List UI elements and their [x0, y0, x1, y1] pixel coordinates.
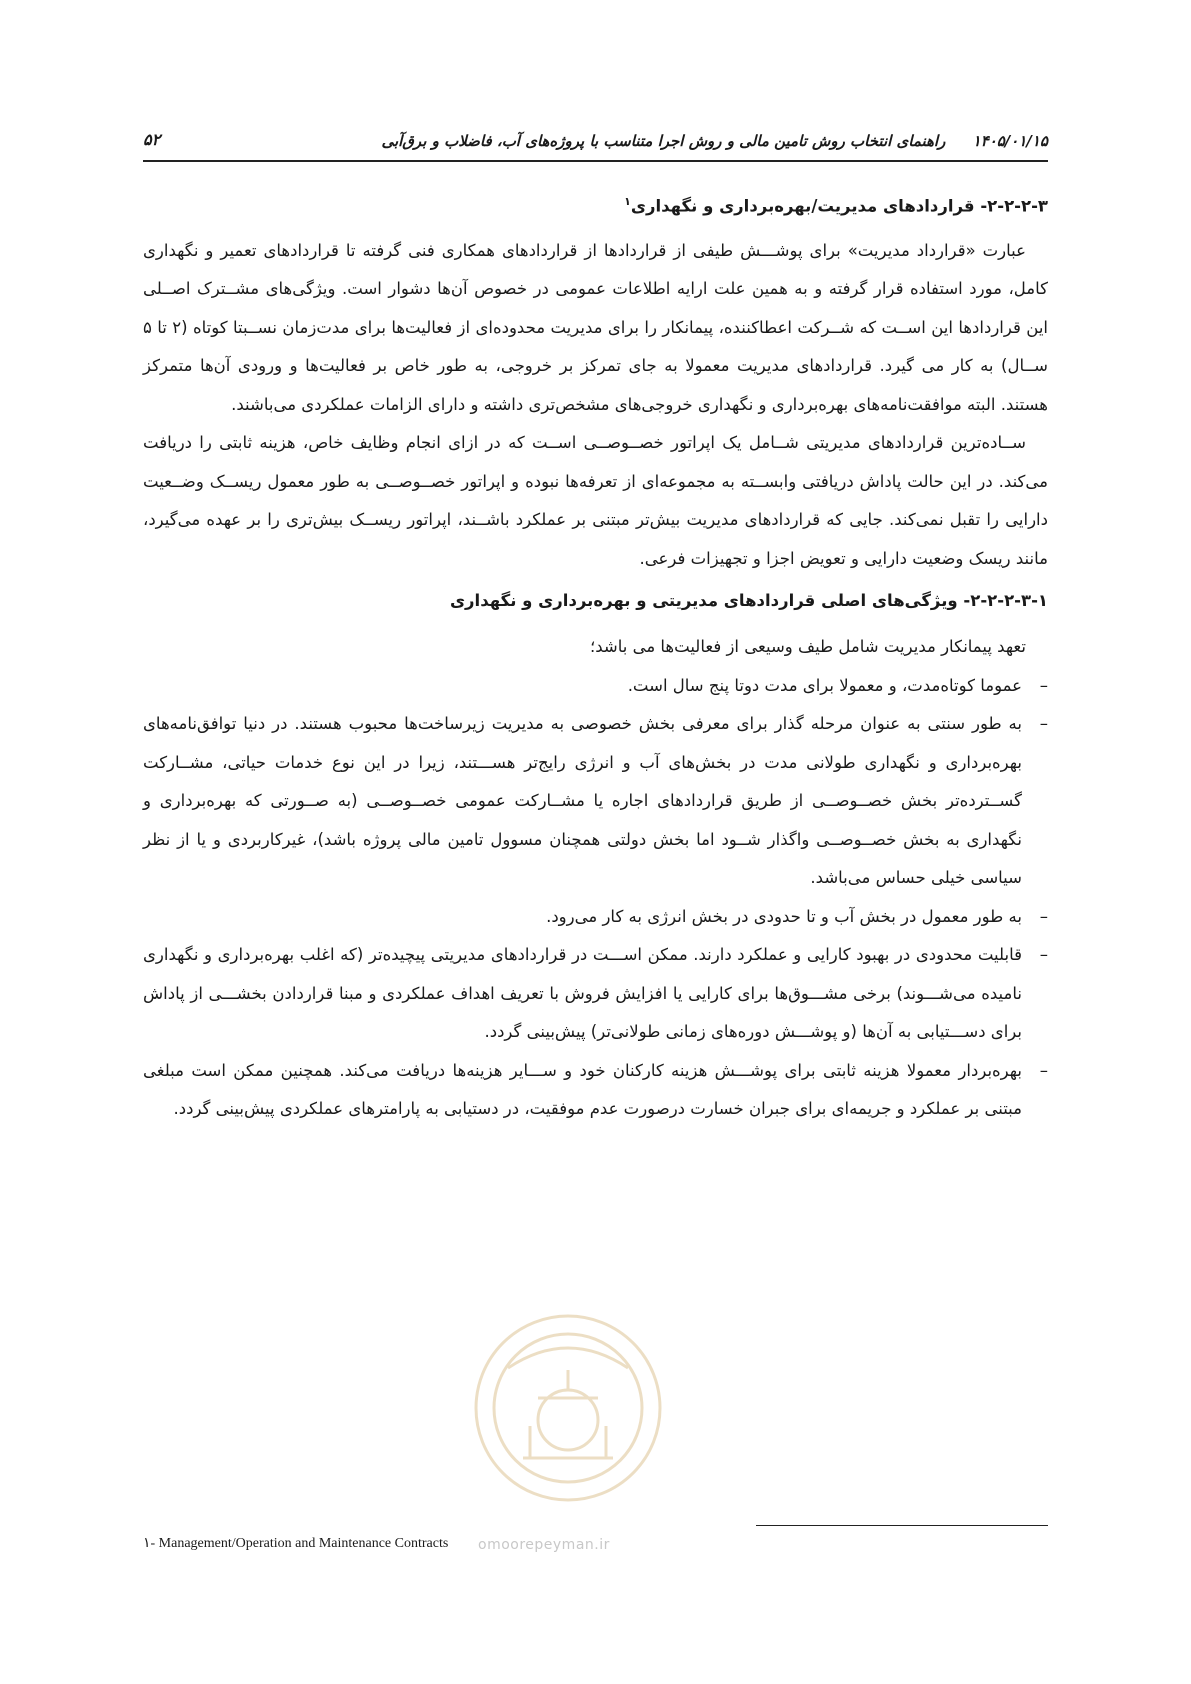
- header-title: راهنمای انتخاب روش تامین مالی و روش اجرا متناسب با پروژه‌های آب، فاضلاب و برق‌آبی: [381, 132, 946, 150]
- section-heading-text: ۲-۲-۲-۳- قراردادهای مدیریت/بهره‌برداری و نگهداری: [630, 196, 1048, 216]
- page-body: [143, 187, 1048, 1129]
- section-heading: [143, 187, 1048, 222]
- page-number: ۵۲: [143, 130, 161, 149]
- footnote: ۱- Management/Operation and Maintenance Contracts: [143, 1536, 449, 1551]
- subsection-heading: ۲-۲-۲-۳-۱- ویژگی‌های اصلی قراردادهای مدیریتی و بهره‌برداری و نگهداری: [449, 591, 1048, 610]
- footnote-rule: [756, 1525, 1048, 1526]
- header-rule: [143, 160, 1048, 162]
- feature-list: [143, 667, 1048, 1129]
- list-item: – قابلیت محدودی در بهبود کارایی و عملکرد دارند. ممکن اســـت در قراردادهای مدیریتی پیچیده‌تر (که اغلب بهره‌برداری و نگهداری نامیده می‌شـــوند) برخی مشـــوق‌ها برای کارایی یا افزایش فروش با تعریف اهداف عملکردی و مبنا قراردادن بخشـــی از پاداش برای دســـتیابی به آن‌ها (و پوشـــش دوره‌های زمانی طولانی‌تر) پیش‌بینی گردد.: [143, 936, 1048, 1052]
- list-item: – به طور معمول در بخش آب و تا حدودی در بخش انرژی به کار می‌رود.: [143, 898, 1048, 937]
- header-date: ۱۴۰۵/۰۱/۱۵: [972, 132, 1048, 150]
- list-item: – عموما کوتاه‌مدت، و معمولا برای مدت دوتا پنج سال است.: [143, 667, 1048, 706]
- list-item: – به طور سنتی به عنوان مرحله گذار برای معرفی بخش خصوصی به مدیریت زیرساخت‌ها محبوب هستند. در دنیا توافق‌نامه‌های بهره‌برداری و نگهداری طولانی مدت در بخش‌های آب و انرژی رایج‌تر هســـتند، زیرا در این نوع خدمات حیاتی، مشــارکت گســترده‌تر بخش خصــوصــی از طریق قراردادهای اجاره یا مشــارکت عمومی خصــوصــی (به صــورتی که بهره‌برداری و نگهداری به بخش خصــوصــی واگذار شــود اما بخش دولتی همچنان مسوول تامین مالی پروژه باشد)، غیرکاربردی و یا از نظر سیاسی خیلی حساس می‌باشد.: [143, 705, 1048, 898]
- watermark-logo: [468, 1308, 668, 1508]
- list-intro: تعهد پیمانکار مدیریت شامل طیف وسیعی از فعالیت‌ها می باشد؛: [589, 637, 1026, 656]
- running-header: [381, 132, 1048, 150]
- page-header: [143, 128, 1048, 158]
- watermark-url: omoorepeyman.ir: [478, 1537, 610, 1553]
- list-item: – بهره‌بردار معمولا هزینه ثابتی برای پوشـــش هزینه کارکنان خود و ســـایر هزینه‌ها دریافت می‌کند. همچنین ممکن است مبلغی مبتنی بر عملکرد و جریمه‌ای برای جبران خسارت درصورت عدم موفقیت، در دستیابی به پارامترهای عملکردی پیش‌بینی گردد.: [143, 1052, 1048, 1129]
- footnote-marker: ۱: [624, 195, 631, 208]
- paragraph: عبارت «قرارداد مدیریت» برای پوشـــش طیفی از قراردادها از قراردادهای همکاری فنی گرفته تا قراردادهای تعمیر و نگهداری کامل، مورد استفاده قرار گرفته و به همین علت ارایه اطلاعات عمومی در خصوص آن‌ها دشوار است. ویژگی‌های مشــترک اصــلی این قراردادها این اســت که شــرکت اعطاکننده، پیمانکار را برای مدیریت محدوده‌ای از فعالیت‌ها برای مدت‌زمان نســبتا کوتاه (۲ تا ۵ ســال) به کار می گیرد. قراردادهای مدیریت معمولا به جای تمرکز بر خروجی، به طور خاص بر فعالیت‌ها و ورودی آن‌ها متمرکز هستند. البته موافقت‌نامه‌های بهره‌برداری و نگهداری خروجی‌های مشخص‌تری داشته و دارای الزامات عملکردی می‌باشند.: [143, 240, 1049, 414]
- paragraph: ســاده‌ترین قراردادهای مدیریتی شــامل یک اپراتور خصــوصــی اســت که در ازای انجام وظایف خاص، هزینه ثابتی را دریافت می‌کند. در این حالت پاداش دریافتی وابســته به مجموعه‌ای از تعرفه‌ها نبوده و اپراتور خصــوصــی به طور معمول ریســک وضــعیت دارایی را تقبل نمی‌کند. جایی که قراردادهای مدیریت بیش‌تر مبتنی بر عملکرد باشــند، اپراتور ریســک بیش‌تری را بر عهده می‌گیرد، مانند ریسک وضعیت دارایی و تعویض اجزا و تجهیزات فرعی.: [143, 433, 1048, 568]
